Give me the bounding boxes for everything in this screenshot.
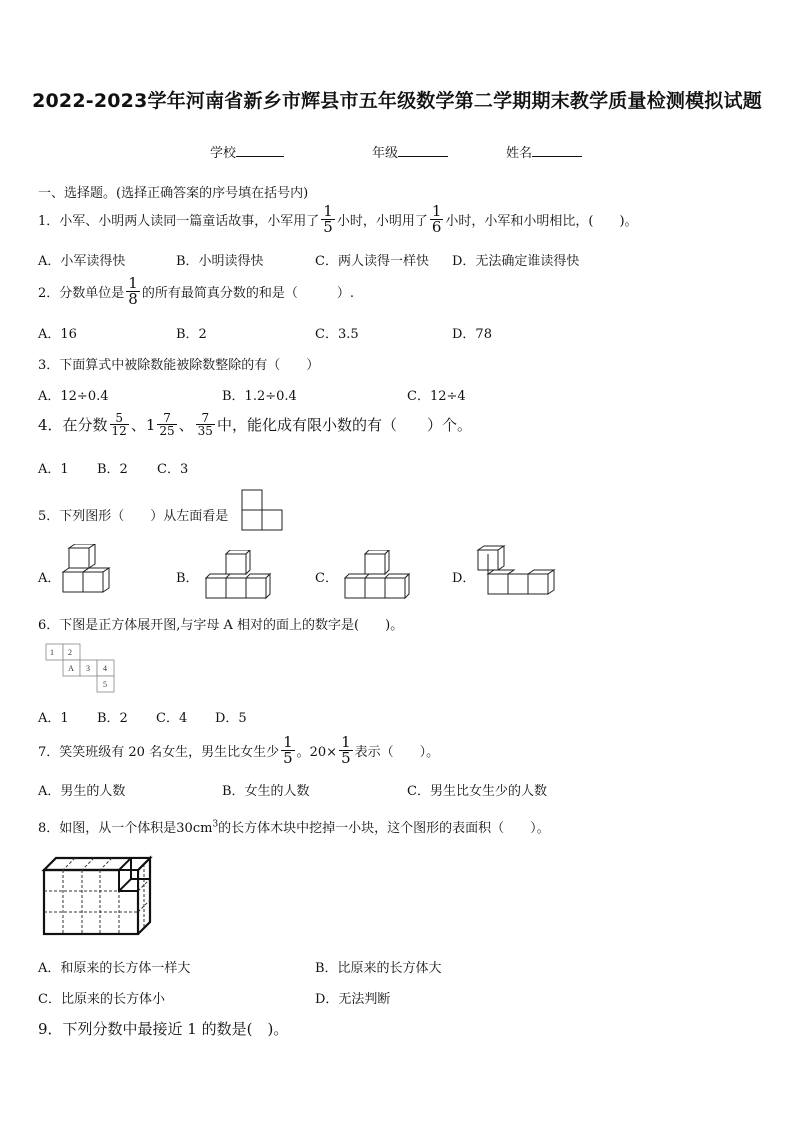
q1-option-c[interactable]: C．两人读得一样快 — [315, 254, 429, 269]
net-face-a: A — [68, 664, 74, 673]
q1-option-b[interactable]: B．小明读得快 — [176, 254, 264, 269]
question-9: 9．下列分数中最接近 1 的数是( )。 — [38, 1020, 289, 1038]
name-field[interactable]: 姓名 — [506, 142, 582, 161]
question-4: 4．在分数 $\frac{5}{12}$ 、1 $\frac{7}{25}$ 、 $\frac{7}{35}$ 中，能化成有限小数的有（ ）个。 — [38, 411, 472, 438]
q6-option-b[interactable]: B．2 — [97, 711, 128, 726]
cube-figure-c[interactable] — [343, 550, 417, 602]
q2-option-a[interactable]: A．16 — [38, 327, 77, 342]
net-face-3: 3 — [86, 664, 90, 673]
q2-option-c[interactable]: C．3.5 — [315, 327, 359, 342]
school-field[interactable]: 学校 — [210, 142, 284, 161]
q5-option-d[interactable]: D． — [452, 571, 476, 586]
question-2: 2．分数单位是 $\frac{1}{8}$ 的所有最简真分数的和是（ ）. — [38, 274, 354, 308]
q5-option-c[interactable]: C． — [315, 571, 338, 586]
fraction-1-8: $\frac{1}{8}$ — [128, 274, 138, 308]
q6-option-c[interactable]: C．4 — [156, 711, 188, 726]
q3-option-c[interactable]: C．12÷4 — [407, 389, 466, 404]
q5-option-b[interactable]: B． — [176, 571, 199, 586]
fraction-1-6: $\frac{1}{6}$ — [431, 202, 442, 236]
net-face-1: 1 — [50, 648, 54, 657]
q4-option-c[interactable]: C．3 — [157, 462, 189, 477]
q1-option-a[interactable]: A．小军读得快 — [38, 254, 126, 269]
question-1: 1．小军、小明两人读同一篇童话故事，小军用了 $\frac{1}{5}$ 小时，小明用了 $\frac{1}{6}$ 小时，小军和小明相比，( )。 — [38, 202, 638, 236]
net-face-5: 5 — [103, 680, 107, 689]
fraction-7-35: $\frac{7}{35}$ — [197, 411, 213, 438]
q3-option-b[interactable]: B．1.2÷0.4 — [222, 389, 297, 404]
net-face-2: 2 — [68, 648, 72, 657]
question-5: 5．下列图形（ ）从左面看是 — [38, 509, 229, 524]
q4-option-a[interactable]: A．1 — [38, 462, 69, 477]
q7-option-c[interactable]: C．男生比女生少的人数 — [407, 784, 547, 799]
q3-option-a[interactable]: A．12÷0.4 — [38, 389, 109, 404]
grade-field[interactable]: 年级 — [372, 142, 448, 161]
q1-option-d[interactable]: D．无法确定谁读得快 — [452, 254, 580, 269]
q6-option-a[interactable]: A．1 — [38, 711, 69, 726]
cube-figure-d[interactable] — [472, 544, 570, 604]
q6-option-d[interactable]: D．5 — [215, 711, 247, 726]
fraction-1-5-a: $\frac{1}{5}$ — [283, 733, 293, 767]
question-6: 6．下图是正方体展开图,与字母 A 相对的面上的数字是( )。 — [38, 618, 404, 633]
question-7: 7．笑笑班级有 20 名女生，男生比女生少 $\frac{1}{5}$ 。20× $\frac{1}{5}$ 表示（ ）。 — [38, 733, 440, 767]
net-face-4: 4 — [103, 664, 107, 673]
q5-option-a[interactable]: A． — [38, 571, 61, 586]
q4-option-b[interactable]: B．2 — [97, 462, 128, 477]
q7-option-a[interactable]: A．男生的人数 — [38, 784, 126, 799]
question-8: 8．如图，从一个体积是$30cm^3$的长方体木块中挖掉一小块，这个图形的表面积（ ）。 — [38, 819, 550, 836]
cube-figure-a[interactable] — [57, 544, 121, 600]
cuboid-figure — [38, 850, 156, 940]
q8-option-a[interactable]: A．和原来的长方体一样大 — [38, 961, 191, 976]
page-title: 2022-2023学年河南省新乡市辉县市五年级数学第二学期期末教学质量检测模拟试题 — [32, 90, 762, 112]
cube-figure-b[interactable] — [204, 550, 278, 602]
q2-option-d[interactable]: D．78 — [452, 327, 492, 342]
q8-option-d[interactable]: D．无法判断 — [315, 992, 391, 1007]
fraction-5-12: $\frac{5}{12}$ — [111, 411, 127, 438]
fraction-1-5-b: $\frac{1}{5}$ — [341, 733, 351, 767]
section-heading: 一、选择题。(选择正确答案的序号填在括号内) — [38, 186, 309, 201]
q2-option-b[interactable]: B．2 — [176, 327, 207, 342]
fraction-7-25: $\frac{7}{25}$ — [159, 411, 175, 438]
cube-net — [44, 642, 118, 696]
q7-option-b[interactable]: B．女生的人数 — [222, 784, 310, 799]
q8-option-b[interactable]: B．比原来的长方体大 — [315, 961, 442, 976]
fraction-1-5: $\frac{1}{5}$ — [323, 202, 333, 236]
left-view-figure — [240, 488, 286, 534]
question-3: 3．下面算式中被除数能被除数整除的有（ ） — [38, 358, 320, 373]
q8-option-c[interactable]: C．比原来的长方体小 — [38, 992, 165, 1007]
